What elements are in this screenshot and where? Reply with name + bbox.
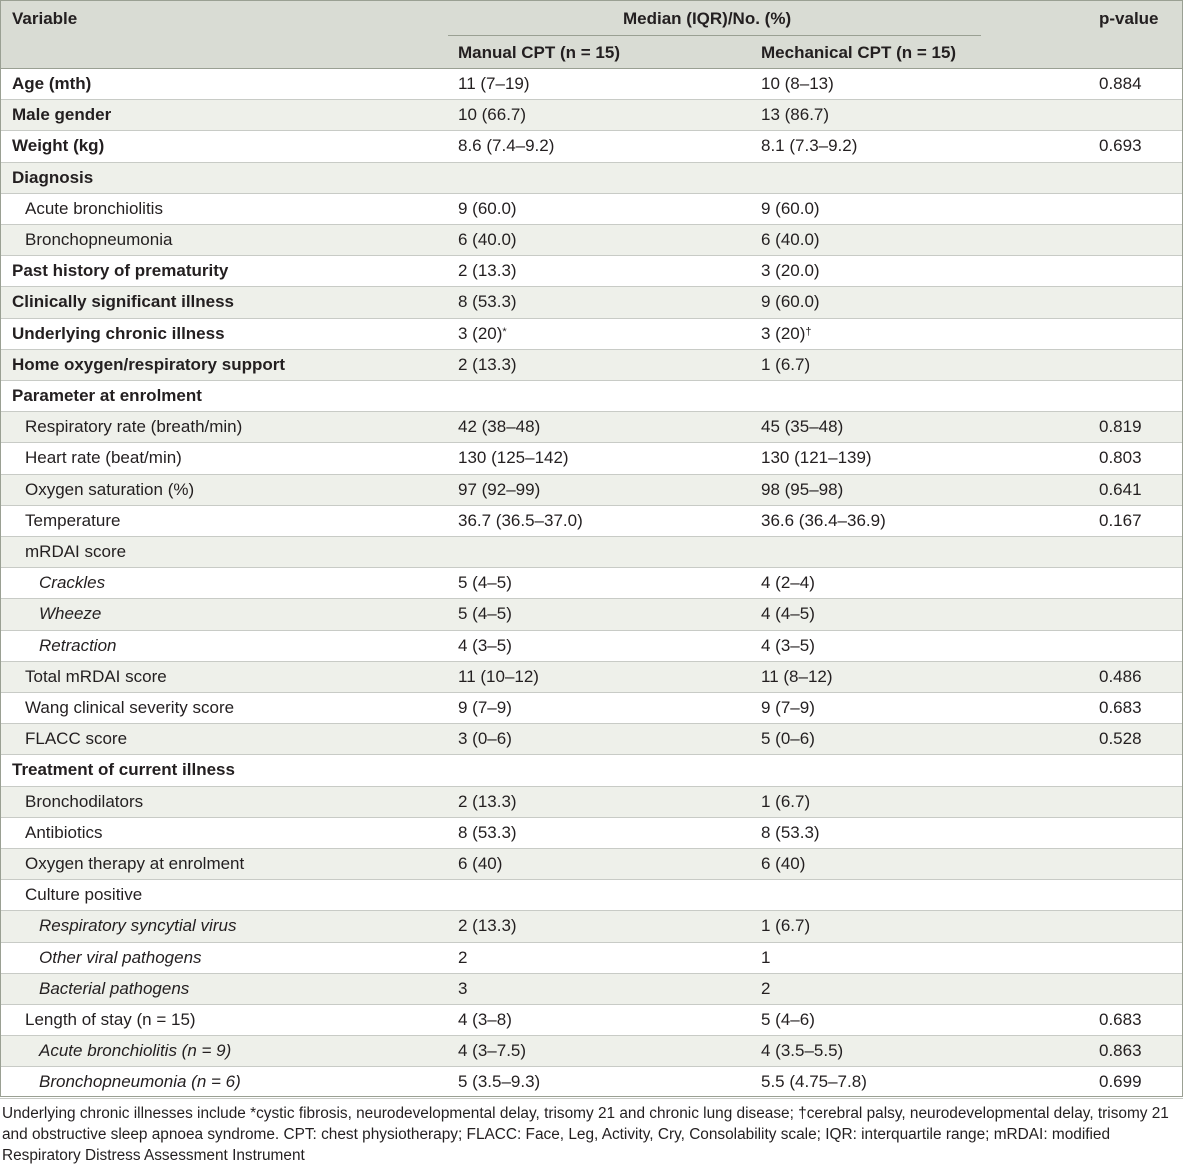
row-label: Bacterial pathogens	[39, 978, 190, 998]
mechanical-cpt-value: 4 (3.5–5.5)	[761, 1041, 844, 1061]
table-row	[0, 443, 1183, 474]
row-label: Respiratory syncytial virus	[39, 916, 237, 936]
table-row	[0, 287, 1183, 318]
table-row	[0, 131, 1183, 162]
table-row	[0, 1067, 1183, 1098]
row-label: Home oxygen/respiratory support	[12, 354, 286, 374]
p-value: 0.884	[1099, 74, 1142, 93]
table-row	[0, 599, 1183, 630]
footnote-marker: †	[805, 325, 812, 338]
table-row	[0, 1036, 1183, 1067]
mechanical-cpt-value: 6 (40.0)	[761, 230, 820, 249]
row-label: Weight (kg)	[12, 136, 105, 156]
table-row	[0, 662, 1183, 693]
header-manual: Manual CPT (n = 15)	[458, 43, 620, 62]
mechanical-cpt-value: 36.6 (36.4–36.9)	[761, 510, 886, 530]
row-label: Treatment of current illness	[12, 760, 235, 780]
manual-cpt-value: 4 (3–5)	[458, 635, 512, 655]
mechanical-cpt-value: 13 (86.7)	[761, 105, 830, 125]
header-median: Median (IQR)/No. (%)	[623, 9, 792, 28]
mechanical-cpt-value: 3 (20)†	[761, 323, 812, 343]
table-row	[0, 506, 1183, 537]
header-mechanical: Mechanical CPT (n = 15)	[761, 43, 957, 62]
header-pvalue: p-value	[1099, 9, 1159, 28]
row-label: FLACC score	[25, 729, 128, 749]
mechanical-cpt-value: 9 (60.0)	[761, 198, 820, 218]
mechanical-cpt-value: 98 (95–98)	[761, 479, 844, 499]
table-row	[0, 100, 1183, 131]
manual-cpt-value: 9 (60.0)	[458, 198, 517, 218]
p-value: 0.863	[1099, 1041, 1142, 1061]
table-row	[0, 163, 1183, 194]
manual-cpt-value: 130 (125–142)	[458, 448, 569, 468]
table-border-bottom	[0, 1096, 1183, 1097]
table-row	[0, 350, 1183, 381]
table-row	[0, 194, 1183, 225]
table-row	[0, 69, 1183, 100]
manual-cpt-value: 4 (3–7.5)	[458, 1041, 527, 1061]
row-label: Oxygen therapy at enrolment	[25, 854, 245, 873]
mechanical-cpt-value: 1 (6.7)	[761, 916, 811, 936]
header-rule	[448, 35, 981, 36]
manual-cpt-value: 2 (13.3)	[458, 261, 517, 281]
table-row	[0, 1005, 1183, 1036]
manual-cpt-value: 5 (4–5)	[458, 573, 512, 593]
table-row	[0, 880, 1183, 911]
row-label: Age (mth)	[12, 74, 92, 93]
p-value: 0.699	[1099, 1072, 1142, 1092]
manual-cpt-value: 4 (3–8)	[458, 1010, 512, 1029]
mechanical-cpt-value: 2	[761, 978, 771, 998]
manual-cpt-value: 3 (20)*	[458, 323, 507, 343]
mechanical-cpt-value: 10 (8–13)	[761, 74, 834, 93]
manual-cpt-value: 36.7 (36.5–37.0)	[458, 510, 583, 530]
row-label: Wang clinical severity score	[25, 698, 235, 717]
row-label: Heart rate (beat/min)	[25, 448, 182, 468]
row-label: Oxygen saturation (%)	[25, 479, 195, 499]
mechanical-cpt-value: 1 (6.7)	[761, 791, 811, 811]
mechanical-cpt-value: 5 (4–6)	[761, 1010, 815, 1029]
p-value: 0.528	[1099, 729, 1142, 749]
p-value: 0.693	[1099, 136, 1142, 156]
row-label: Length of stay (n = 15)	[25, 1010, 196, 1029]
mechanical-cpt-value: 6 (40)	[761, 854, 806, 873]
table-row	[0, 319, 1183, 350]
row-label: Past history of prematurity	[12, 261, 229, 281]
table-row	[0, 631, 1183, 662]
mechanical-cpt-value: 1 (6.7)	[761, 354, 811, 374]
mechanical-cpt-value: 9 (60.0)	[761, 292, 820, 312]
manual-cpt-value: 2 (13.3)	[458, 791, 517, 811]
table-header	[0, 0, 1183, 69]
mechanical-cpt-value: 5 (0–6)	[761, 729, 815, 749]
row-label: Other viral pathogens	[39, 947, 202, 967]
row-label: Crackles	[39, 573, 106, 593]
row-label: Respiratory rate (breath/min)	[25, 417, 243, 437]
row-label: Culture positive	[25, 885, 143, 905]
manual-cpt-value: 3	[458, 978, 468, 998]
table-footnote: Underlying chronic illnesses include *cystic fibrosis, neurodevelopmental delay, trisomy 21 and chronic lung disease; †cerebral palsy, neurodevelopmental delay, trisomy 21 and obstructive sleep apnoea syndrome. CPT: chest physiotherapy; FLACC: Face, Leg, Activity, Cry, Consolability scale; IQR: interquartile range; mRDAI: modified Respiratory Distress Assessment Instrument	[2, 1105, 1169, 1164]
manual-cpt-value: 2 (13.3)	[458, 354, 517, 374]
manual-cpt-value: 2 (13.3)	[458, 916, 517, 936]
mechanical-cpt-value: 8.1 (7.3–9.2)	[761, 136, 858, 156]
manual-cpt-value: 10 (66.7)	[458, 105, 527, 125]
manual-cpt-value: 5 (3.5–9.3)	[458, 1072, 541, 1092]
mechanical-cpt-value: 1	[761, 947, 771, 967]
row-label: Acute bronchiolitis (n = 9)	[39, 1041, 232, 1061]
mechanical-cpt-value: 130 (121–139)	[761, 448, 872, 468]
table-row	[0, 818, 1183, 849]
table-row	[0, 537, 1183, 568]
row-label: Parameter at enrolment	[12, 386, 202, 405]
p-value: 0.819	[1099, 417, 1142, 437]
mechanical-cpt-value: 4 (4–5)	[761, 604, 815, 624]
mechanical-cpt-value: 3 (20.0)	[761, 261, 820, 281]
manual-cpt-value: 2	[458, 947, 468, 967]
manual-cpt-value: 6 (40)	[458, 854, 503, 873]
manual-cpt-value: 8 (53.3)	[458, 822, 517, 842]
header-variable: Variable	[12, 9, 78, 28]
manual-cpt-value: 3 (0–6)	[458, 729, 512, 749]
table-row	[0, 225, 1183, 256]
row-label: Bronchopneumonia (n = 6)	[39, 1072, 241, 1092]
mechanical-cpt-value: 4 (2–4)	[761, 573, 815, 593]
mechanical-cpt-value: 45 (35–48)	[761, 417, 844, 437]
manual-cpt-value: 5 (4–5)	[458, 604, 512, 624]
p-value: 0.683	[1099, 698, 1142, 717]
table-row	[0, 911, 1183, 942]
table-row	[0, 787, 1183, 818]
table-border-left	[0, 0, 1, 1097]
table-row	[0, 412, 1183, 443]
manual-cpt-value: 97 (92–99)	[458, 479, 541, 499]
row-label: Bronchopneumonia	[25, 230, 173, 249]
table-row	[0, 724, 1183, 755]
row-label: Diagnosis	[12, 167, 94, 187]
p-value: 0.641	[1099, 479, 1142, 499]
row-label: Underlying chronic illness	[12, 323, 225, 343]
row-label: Retraction	[39, 635, 117, 655]
mechanical-cpt-value: 8 (53.3)	[761, 822, 820, 842]
mechanical-cpt-value: 9 (7–9)	[761, 698, 815, 717]
p-value: 0.803	[1099, 448, 1142, 468]
p-value: 0.683	[1099, 1010, 1142, 1029]
manual-cpt-value: 42 (38–48)	[458, 417, 541, 437]
row-label: Clinically significant illness	[12, 292, 235, 312]
manual-cpt-value: 8.6 (7.4–9.2)	[458, 136, 555, 156]
table-row	[0, 974, 1183, 1005]
footnote-marker: *	[502, 325, 507, 338]
mechanical-cpt-value: 5.5 (4.75–7.8)	[761, 1072, 867, 1092]
table-row	[0, 693, 1183, 724]
table-row	[0, 475, 1183, 506]
table-row	[0, 381, 1183, 412]
mechanical-cpt-value: 11 (8–12)	[761, 666, 833, 686]
table-row	[0, 849, 1183, 880]
row-label: Wheeze	[39, 604, 102, 624]
mechanical-cpt-value: 4 (3–5)	[761, 635, 815, 655]
row-label: Temperature	[25, 510, 121, 530]
manual-cpt-value: 9 (7–9)	[458, 698, 512, 717]
row-label: Total mRDAI score	[25, 666, 167, 686]
table-row	[0, 755, 1183, 786]
row-label: mRDAI score	[25, 542, 127, 561]
table-row	[0, 943, 1183, 974]
p-value: 0.486	[1099, 666, 1142, 686]
manual-cpt-value: 11 (7–19)	[458, 74, 530, 93]
table-row	[0, 568, 1183, 599]
manual-cpt-value: 6 (40.0)	[458, 230, 517, 249]
p-value: 0.167	[1099, 510, 1142, 530]
table-row	[0, 256, 1183, 287]
row-label: Antibiotics	[25, 822, 103, 842]
manual-cpt-value: 8 (53.3)	[458, 292, 517, 312]
manual-cpt-value: 11 (10–12)	[458, 666, 539, 686]
row-label: Bronchodilators	[25, 791, 144, 811]
row-label: Male gender	[12, 105, 112, 125]
row-label: Acute bronchiolitis	[25, 198, 163, 218]
